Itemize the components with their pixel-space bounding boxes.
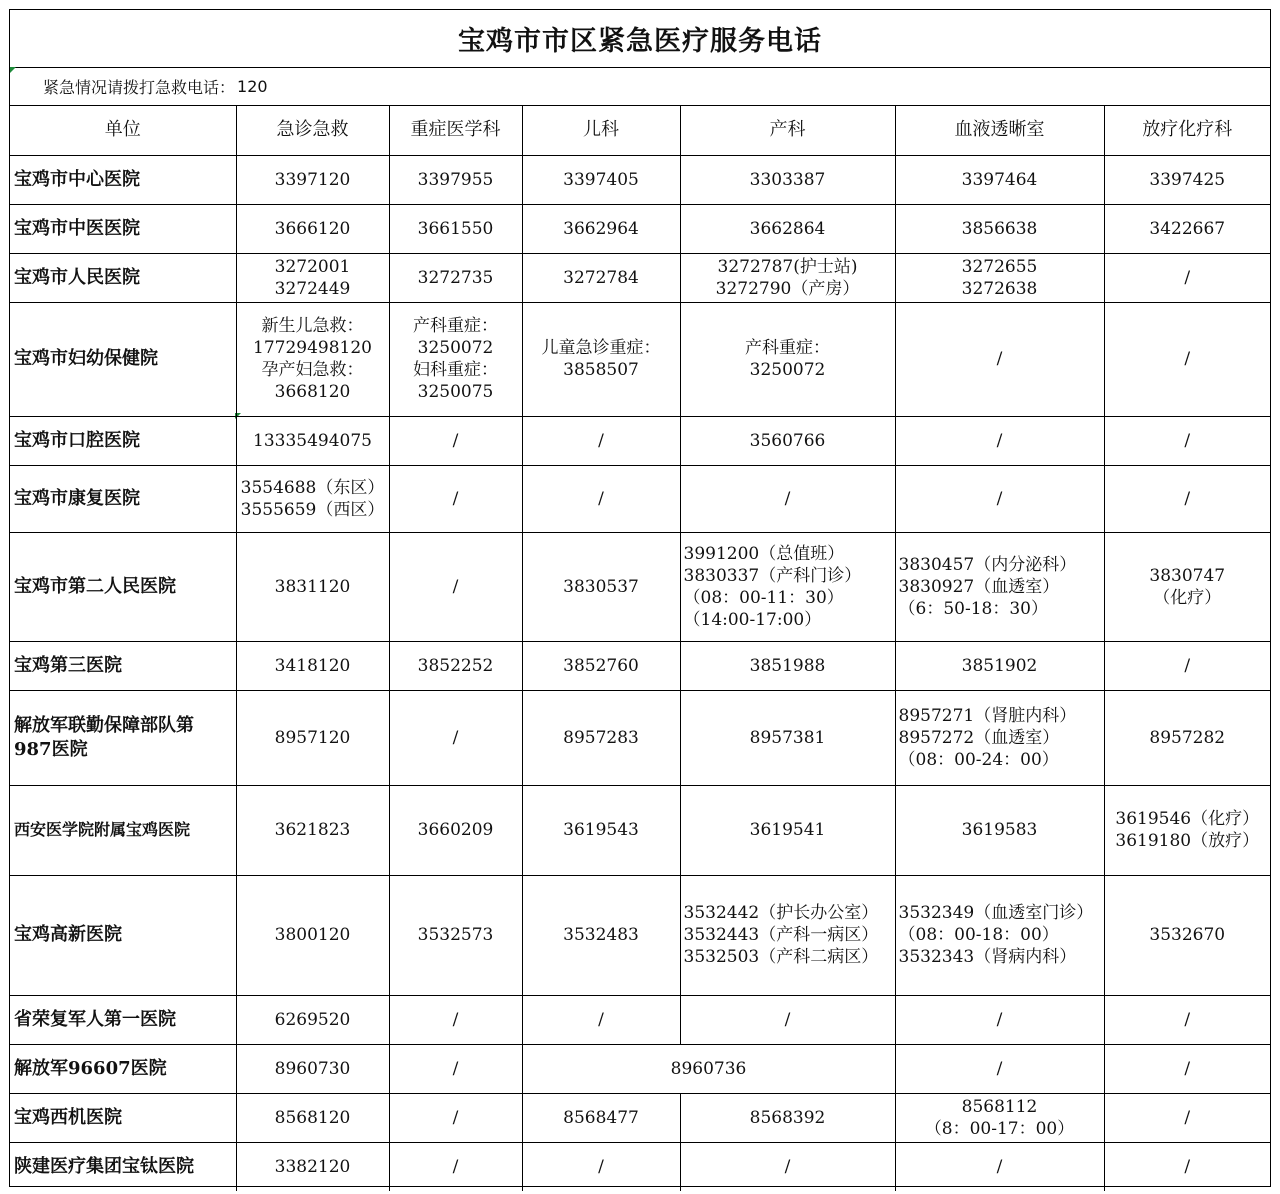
emergency-phone: 13335494075	[236, 416, 389, 465]
pediatrics-phone: 3852760	[522, 641, 680, 690]
icu-phone: 3397955	[389, 155, 522, 204]
emergency-phone	[236, 302, 389, 416]
hospital-name: 陕建医疗集团宝钛医院	[10, 1142, 236, 1191]
hospital-name: 宝鸡市中心医院	[10, 155, 236, 204]
dialysis-phone	[895, 253, 1104, 302]
phone-line: 3830927（血透室）	[898, 576, 1060, 597]
pediatrics-obstetrics-phone: 8960736	[522, 1044, 895, 1093]
phone-line: 孕产妇急救：	[261, 360, 364, 380]
emergency-notice-label: 紧急情况请拨打急救电话：	[43, 77, 236, 97]
phone-line: 3272001	[274, 256, 351, 277]
pediatrics-phone: 3619543	[522, 785, 680, 875]
pediatrics-phone: 3272784	[522, 253, 680, 302]
phone-line: 3250072	[749, 360, 826, 380]
hospital-name: 宝鸡西机医院	[10, 1093, 236, 1142]
table-row	[10, 253, 1270, 302]
hospital-name: 宝鸡市人民医院	[10, 253, 236, 302]
icu-phone: 3852252	[389, 641, 522, 690]
emergency-phone: 3800120	[236, 875, 389, 995]
hospital-name: 宝鸡高新医院	[10, 875, 236, 995]
phone-line: （化疗）	[1153, 587, 1222, 608]
phone-line: （08：00-18：00）	[898, 925, 1059, 945]
obstetrics-phone	[680, 253, 895, 302]
header-dialysis: 血液透晰室	[895, 106, 1104, 155]
icu-phone	[389, 302, 522, 416]
hospital-name: 解放军96607医院	[10, 1044, 236, 1093]
dialysis-phone: /	[895, 1044, 1104, 1093]
dialysis-phone: /	[895, 995, 1104, 1044]
table-row	[10, 690, 1270, 785]
dialysis-phone	[895, 690, 1104, 785]
obstetrics-phone: 3619541	[680, 785, 895, 875]
header-pediatrics: 儿科	[522, 106, 680, 155]
phone-line: 3830337（产科门诊）	[683, 565, 862, 586]
dialysis-phone: 3397464	[895, 155, 1104, 204]
phone-line: 新生儿急救：	[261, 316, 364, 336]
oncology-phone: /	[1104, 302, 1270, 416]
table-row	[10, 532, 1270, 641]
emergency-phone: 3397120	[236, 155, 389, 204]
phone-line: 3532443（产科一病区）	[683, 925, 879, 945]
table-row	[10, 1142, 1270, 1191]
cell-comment-marker	[10, 67, 16, 73]
phone-line: （08：00-11：30）	[683, 587, 844, 608]
dialysis-phone: 3619583	[895, 785, 1104, 875]
pediatrics-phone: /	[522, 416, 680, 465]
phone-line: 3554688（东区）	[240, 477, 385, 498]
table-row	[10, 302, 1270, 416]
oncology-phone: /	[1104, 1142, 1270, 1191]
oncology-phone	[1104, 785, 1270, 875]
table-row	[10, 875, 1270, 995]
oncology-phone: 3422667	[1104, 204, 1270, 253]
header-emergency: 急诊急救	[236, 106, 389, 155]
hospital-name: 宝鸡第三医院	[10, 641, 236, 690]
pediatrics-phone: 3397405	[522, 155, 680, 204]
header-obstetrics: 产科	[680, 106, 895, 155]
emergency-phone: 8568120	[236, 1093, 389, 1142]
icu-phone: /	[389, 690, 522, 785]
emergency-phone: 3418120	[236, 641, 389, 690]
oncology-phone: /	[1104, 1044, 1270, 1093]
obstetrics-phone: /	[680, 1142, 895, 1191]
phone-line: 3250072	[417, 338, 494, 358]
obstetrics-phone: 8568392	[680, 1093, 895, 1142]
phone-line: 3555659（西区）	[240, 499, 385, 520]
emergency-phone: 3831120	[236, 532, 389, 641]
obstetrics-phone: 3560766	[680, 416, 895, 465]
phone-line: （8：00-17：00）	[924, 1118, 1075, 1139]
emergency-phone	[236, 465, 389, 532]
phone-line: 8957271（肾脏内科）	[898, 705, 1077, 726]
phone-line: 3532343（肾病内科）	[898, 947, 1077, 967]
table-row	[10, 641, 1270, 690]
header-row	[10, 106, 1270, 155]
hospital-name: 宝鸡市第二人民医院	[10, 532, 236, 641]
oncology-phone: /	[1104, 416, 1270, 465]
emergency-phone: 6269520	[236, 995, 389, 1044]
icu-phone: /	[389, 416, 522, 465]
dialysis-phone: /	[895, 416, 1104, 465]
icu-phone: 3660209	[389, 785, 522, 875]
pediatrics-phone	[522, 302, 680, 416]
obstetrics-phone	[680, 532, 895, 641]
oncology-phone: /	[1104, 253, 1270, 302]
oncology-phone: 8957282	[1104, 690, 1270, 785]
obstetrics-phone: /	[680, 995, 895, 1044]
table-row	[10, 1044, 1270, 1093]
phone-line: 3272638	[961, 278, 1038, 299]
hospital-name: 宝鸡市妇幼保健院	[10, 302, 236, 416]
hospital-name: 宝鸡市口腔医院	[10, 416, 236, 465]
phone-line: 3250075	[417, 382, 494, 402]
dialysis-phone: /	[895, 1142, 1104, 1191]
dialysis-phone	[895, 875, 1104, 995]
table-row	[10, 995, 1270, 1044]
emergency-phone	[236, 253, 389, 302]
icu-phone: /	[389, 995, 522, 1044]
dialysis-phone: 3851902	[895, 641, 1104, 690]
icu-phone: /	[389, 465, 522, 532]
hospital-name: 西安医学院附属宝鸡医院	[10, 785, 236, 875]
header-icu: 重症医学科	[389, 106, 522, 155]
oncology-phone: /	[1104, 465, 1270, 532]
icu-phone: /	[389, 532, 522, 641]
pediatrics-phone: /	[522, 465, 680, 532]
phone-line: （14:00-17:00）	[683, 609, 822, 630]
icu-phone: 3661550	[389, 204, 522, 253]
obstetrics-phone: 8957381	[680, 690, 895, 785]
dialysis-phone: /	[895, 302, 1104, 416]
phone-line: 3272787(护士站)	[717, 256, 858, 277]
oncology-phone: 3532670	[1104, 875, 1270, 995]
table-row	[10, 204, 1270, 253]
emergency-notice	[10, 67, 1270, 106]
hospital-name: 宝鸡市中医医院	[10, 204, 236, 253]
header-unit: 单位	[10, 106, 236, 155]
phone-line: 妇科重症：	[413, 360, 498, 380]
pediatrics-phone: 8568477	[522, 1093, 680, 1142]
icu-phone: /	[389, 1093, 522, 1142]
table-row	[10, 416, 1270, 465]
pediatrics-phone: 3830537	[522, 532, 680, 641]
oncology-phone	[1104, 532, 1270, 641]
hospital-name: 宝鸡市康复医院	[10, 465, 236, 532]
obstetrics-phone	[680, 875, 895, 995]
emergency-phone: 8960730	[236, 1044, 389, 1093]
directory-table	[10, 106, 1270, 1191]
phone-line: 8957272（血透室）	[898, 727, 1060, 748]
phone-line: 3991200（总值班）	[683, 543, 845, 564]
icu-phone: /	[389, 1044, 522, 1093]
obstetrics-phone: /	[680, 465, 895, 532]
phone-line: 3830457（内分泌科）	[898, 554, 1077, 575]
table-row	[10, 465, 1270, 532]
emergency-phone: 3621823	[236, 785, 389, 875]
icu-phone: 3532573	[389, 875, 522, 995]
oncology-phone: /	[1104, 995, 1270, 1044]
dialysis-phone	[895, 532, 1104, 641]
emergency-phone: 8957120	[236, 690, 389, 785]
pediatrics-phone: 3532483	[522, 875, 680, 995]
dialysis-phone: /	[895, 465, 1104, 532]
obstetrics-phone: 3851988	[680, 641, 895, 690]
header-oncology: 放疗化疗科	[1104, 106, 1270, 155]
pediatrics-phone: /	[522, 1142, 680, 1191]
phone-line: 产科重症：	[745, 338, 830, 358]
icu-phone: /	[389, 1142, 522, 1191]
phone-line: （6：50-18：30）	[898, 598, 1048, 619]
table-row	[10, 1093, 1270, 1142]
phone-line: 3532349（血透室门诊）	[898, 903, 1094, 923]
phone-line: 8568112	[961, 1096, 1038, 1117]
table-row	[10, 785, 1270, 875]
phone-line: 3858507	[563, 360, 639, 380]
hospital-name	[10, 690, 236, 785]
phone-line: 3668120	[274, 382, 351, 402]
phone-line: 17729498120	[253, 338, 372, 358]
obstetrics-phone: 3303387	[680, 155, 895, 204]
hospital-name-line: 解放军联勤保障部队第	[14, 714, 194, 736]
phone-line: 儿童急诊重症：	[541, 338, 661, 358]
dialysis-phone: 3856638	[895, 204, 1104, 253]
icu-phone: 3272735	[389, 253, 522, 302]
dialysis-phone	[895, 1093, 1104, 1142]
hospital-name: 省荣复军人第一医院	[10, 995, 236, 1044]
phone-line: 3532442（护长办公室）	[683, 903, 879, 923]
oncology-phone: /	[1104, 1093, 1270, 1142]
pediatrics-phone: 8957283	[522, 690, 680, 785]
emergency-phone: 3666120	[236, 204, 389, 253]
oncology-phone: 3397425	[1104, 155, 1270, 204]
pediatrics-phone: /	[522, 995, 680, 1044]
page-title: 宝鸡市市区紧急医疗服务电话	[10, 10, 1270, 68]
phone-line: 产科重症：	[413, 316, 498, 336]
obstetrics-phone: 3662864	[680, 204, 895, 253]
hospital-name-line: 987医院	[14, 738, 88, 760]
phone-line: 3619546（化疗）	[1115, 809, 1260, 829]
phone-line: 3619180（放疗）	[1115, 831, 1260, 851]
pediatrics-phone: 3662964	[522, 204, 680, 253]
phone-line: （08：00-24：00）	[898, 749, 1059, 770]
emergency-phone: 3382120	[236, 1142, 389, 1191]
phone-line: 3272449	[274, 278, 351, 299]
phone-line: 3830747	[1149, 565, 1226, 586]
oncology-phone: /	[1104, 641, 1270, 690]
phone-line: 3272790（产房）	[715, 278, 860, 299]
phone-line: 3532503（产科二病区）	[683, 947, 879, 967]
emergency-number: 120	[237, 76, 268, 96]
obstetrics-phone	[680, 302, 895, 416]
table-row	[10, 155, 1270, 204]
phone-line: 3272655	[961, 256, 1038, 277]
phone-directory-sheet	[9, 9, 1271, 1187]
